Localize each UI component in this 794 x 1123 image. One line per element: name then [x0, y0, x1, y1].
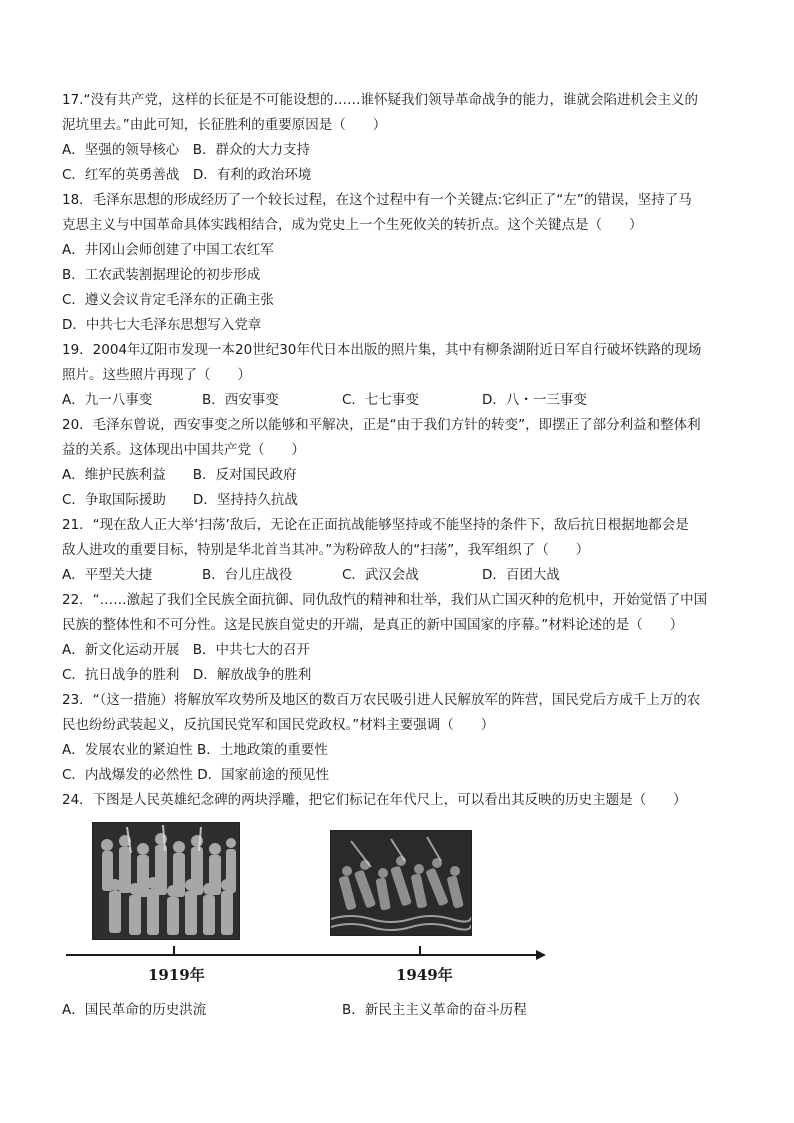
- question-24: [62, 788, 742, 813]
- question-24-line-1: 24．下图是人民英雄纪念碑的两块浮雕，把它们标记在年代尺上，可以看出其反映的历史主题是（ ）: [62, 792, 687, 808]
- question-21-option-a[interactable]: A．平型关大捷: [62, 567, 153, 583]
- question-19: [62, 338, 742, 388]
- relief-image-crossing-yangtze: [330, 830, 472, 936]
- question-19-option-a[interactable]: A．九一八事变: [62, 392, 153, 408]
- question-20-line-2: 益的关系。这体现出中国共产党（ ）: [62, 442, 305, 458]
- question-22-line-2: 民族的整体性和不可分性。这是民族自觉史的开端，是真正的新中国国家的序幕。”材料论述的是（ ）: [62, 617, 684, 633]
- timeline-year-1949: 1949年: [396, 966, 453, 984]
- question-21-option-c[interactable]: C．武汉会战: [342, 567, 419, 583]
- question-19-line-1: 19．2004年辽阳市发现一本20世纪30年代日本出版的照片集，其中有柳条湖附近日军自行破坏铁路的现场: [62, 342, 702, 358]
- question-17: [62, 88, 742, 138]
- question-24-option-b[interactable]: B．新民主主义革命的奋斗历程: [342, 1002, 527, 1018]
- question-22-options-ab[interactable]: A．新文化运动开展 B．中共七大的召开: [62, 642, 310, 658]
- question-18-option-d[interactable]: D．中共七大毛泽东思想写入党章: [62, 317, 262, 333]
- relief-crowd-illustration-1: [93, 823, 239, 939]
- question-20: [62, 413, 742, 463]
- question-22: [62, 588, 742, 638]
- question-18-option-c[interactable]: C．遵义会议肯定毛泽东的正确主张: [62, 292, 274, 308]
- question-21-option-d[interactable]: D．百团大战: [482, 567, 560, 583]
- question-22-options-cd[interactable]: C．抗日战争的胜利 D．解放战争的胜利: [62, 667, 312, 683]
- question-21: [62, 513, 742, 563]
- question-22-line-1: 22．“……激起了我们全民族全面抗御、同仇敌忾的精神和壮举，我们从亡国灭种的危机中，开始觉悟了中国: [62, 592, 708, 608]
- question-20-options-cd[interactable]: C．争取国际援助 D．坚持持久抗战: [62, 492, 298, 508]
- question-23-line-1: 23．“（这一措施）将解放军攻势所及地区的数百万农民吸引进人民解放军的阵营，国民党后方成千上万的农: [62, 692, 701, 708]
- question-21-option-b[interactable]: B．台儿庄战役: [202, 567, 293, 583]
- question-18: [62, 188, 742, 238]
- question-20-options-ab[interactable]: A．维护民族利益 B．反对国民政府: [62, 467, 297, 483]
- question-18-line-1: 18．毛泽东思想的形成经历了一个较长过程，在这个过程中有一个关键点:它纠正了“左”的错误，坚持了马: [62, 192, 692, 208]
- question-23-line-2: 民也纷纷武装起义，反抗国民党军和国民党政权。”材料主要强调（ ）: [62, 717, 495, 733]
- question-19-option-d[interactable]: D．八・一三事变: [482, 392, 587, 408]
- timeline-year-1919: 1919年: [148, 966, 205, 984]
- question-24-option-a[interactable]: A．国民革命的历史洪流: [62, 1002, 207, 1018]
- question-19-option-c[interactable]: C．七七事变: [342, 392, 419, 408]
- relief-image-may-fourth: [92, 822, 240, 940]
- question-17-line-2: 泥坑里去。”由此可知，长征胜利的重要原因是（ ）: [62, 117, 387, 133]
- question-17-line-1: 17.“没有共产党，这样的长征是不可能设想的……谁怀疑我们领导革命战争的能力，谁就会陷进机会主义的: [62, 92, 698, 108]
- question-23-options-cd[interactable]: C．内战爆发的必然性 D．国家前途的预见性: [62, 767, 330, 783]
- question-17-options-ab[interactable]: A．坚强的领导核心 B．群众的大力支持: [62, 142, 310, 158]
- question-18-option-b[interactable]: B．工农武装割据理论的初步形成: [62, 267, 261, 283]
- question-19-option-b[interactable]: B．西安事变: [202, 392, 279, 408]
- relief-crowd-illustration-2: [331, 831, 471, 935]
- question-17-options-cd[interactable]: C．红军的英勇善战 D．有利的政治环境: [62, 167, 312, 183]
- question-20-line-1: 20．毛泽东曾说，西安事变之所以能够和平解决，正是“由于我们方针的转变”，即摆正了部分利益和整体利: [62, 417, 701, 433]
- question-21-line-2: 敌人进攻的重要目标，特别是华北首当其冲。”为粉碎敌人的“扫荡”，我军组织了（ ）: [62, 542, 590, 558]
- question-23-options-ab[interactable]: A．发展农业的紧迫性 B．土地政策的重要性: [62, 742, 328, 758]
- question-23: [62, 688, 742, 738]
- timeline-axis: [64, 940, 548, 970]
- question-19-line-2: 照片。这些照片再现了（ ）: [62, 367, 251, 383]
- question-21-line-1: 21．“现在敌人正大举‘扫荡’敌后，无论在正面抗战能够坚持或不能坚持的条件下，敌后抗日根据地都会是: [62, 517, 689, 533]
- question-18-option-a[interactable]: A．井冈山会师创建了中国工农红军: [62, 242, 274, 258]
- timeline-arrow-icon: [536, 950, 546, 960]
- question-18-line-2: 克思主义与中国革命具体实践相结合，成为党史上一个生死攸关的转折点。这个关键点是（ ）: [62, 217, 643, 233]
